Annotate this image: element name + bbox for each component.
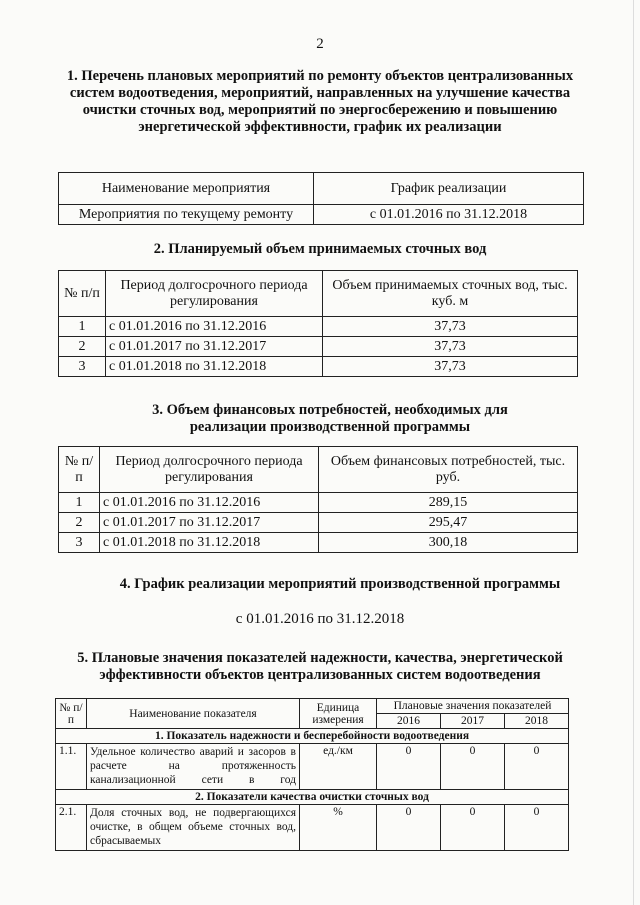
section3-header-period: Период долгосрочного периода регулирования	[100, 447, 319, 493]
section4-period: с 01.01.2016 по 31.12.2018	[235, 611, 405, 627]
section2-title: 2. Планируемый объем принимаемых сточных вод	[153, 241, 487, 257]
section5-row2-value-2017: 0	[440, 805, 504, 851]
section1-cell-name: Мероприятия по текущему ремонту	[59, 205, 314, 225]
section2-row2-period: с 01.01.2017 по 31.12.2017	[106, 337, 323, 357]
section3-row1-num: 1	[59, 493, 100, 513]
section2-table	[58, 270, 578, 377]
section5-header-planned: Плановые значения показателей	[377, 699, 569, 714]
section5-group1-title: 1. Показатель надежности и бесперебойности водоотведения	[56, 729, 569, 744]
section5-title: 5. Плановые значения показателей надежности, качества, энергетической эффективности объектов централизованных систем водоотведения	[77, 650, 563, 683]
scan-edge	[633, 0, 634, 905]
section5-row2-value-2018: 0	[504, 805, 568, 851]
section1-table	[58, 172, 584, 225]
section5-row2-num: 2.1.	[56, 805, 87, 851]
section1-header-name: Наименование мероприятия	[59, 173, 314, 205]
section3-title: 3. Объем финансовых потребностей, необходимых для реализации производственной программы	[152, 402, 508, 435]
section2-row1-volume: 37,73	[323, 317, 578, 337]
section5-header-year-2016: 2016	[377, 714, 441, 729]
section3-row2-finance: 295,47	[319, 513, 578, 533]
section5-row1-unit: ед./км	[300, 744, 377, 790]
section2-row3-period: с 01.01.2018 по 31.12.2018	[106, 357, 323, 377]
section5-table	[55, 698, 569, 851]
section5-header-unit: Единица измерения	[300, 699, 377, 729]
section2-row1-num: 1	[59, 317, 106, 337]
section4-title: 4. График реализации мероприятий производственной программы	[119, 576, 561, 592]
section5-row1-value-2016: 0	[377, 744, 441, 790]
section2-header-num: № п/п	[59, 271, 106, 317]
section5-group2-title: 2. Показатели качества очистки сточных вод	[56, 790, 569, 805]
section2-row3-volume: 37,73	[323, 357, 578, 377]
section5-header-num: № п/п	[56, 699, 87, 729]
section2-row3-num: 3	[59, 357, 106, 377]
section5-row1-value-2018: 0	[504, 744, 568, 790]
section3-row3-period: с 01.01.2018 по 31.12.2018	[100, 533, 319, 553]
section5-row1-num: 1.1.	[56, 744, 87, 790]
section3-row3-num: 3	[59, 533, 100, 553]
section3-row1-period: с 01.01.2016 по 31.12.2016	[100, 493, 319, 513]
section5-header-year-2017: 2017	[440, 714, 504, 729]
section5-row1-value-2017: 0	[440, 744, 504, 790]
section1-cell-schedule: с 01.01.2016 по 31.12.2018	[314, 205, 584, 225]
section3-header-num: № п/п	[59, 447, 100, 493]
section1-header-schedule: График реализации	[314, 173, 584, 205]
section5-row2-value-2016: 0	[377, 805, 441, 851]
section3-table	[58, 446, 578, 553]
section5-header-name: Наименование показателя	[87, 699, 300, 729]
section5-header-year-2018: 2018	[504, 714, 568, 729]
section3-row2-num: 2	[59, 513, 100, 533]
section3-row2-period: с 01.01.2017 по 31.12.2017	[100, 513, 319, 533]
section3-row1-finance: 289,15	[319, 493, 578, 513]
section2-header-volume: Объем принимаемых сточных вод, тыс. куб. м	[323, 271, 578, 317]
section5-row1-name: Удельное количество аварий и засоров в расчете на протяженность канализационной сети в год	[87, 744, 300, 790]
page-number: 2	[316, 36, 324, 52]
section2-header-period: Период долгосрочного периода регулирования	[106, 271, 323, 317]
section1-title: 1. Перечень плановых мероприятий по ремонту объектов централизованных систем водоотведения, мероприятий, направленных на улучшение качества очистки сточных вод, мероприятий по энергосбережению и повышению энергетической эффективности, график их реализации	[66, 68, 574, 135]
section3-header-finance: Объем финансовых потребностей, тыс. руб.	[319, 447, 578, 493]
section3-row3-finance: 300,18	[319, 533, 578, 553]
section2-row2-num: 2	[59, 337, 106, 357]
section5-row2-unit: %	[300, 805, 377, 851]
section2-row2-volume: 37,73	[323, 337, 578, 357]
section5-row2-name: Доля сточных вод, не подвергающихся очистке, в общем объеме сточных вод, сбрасываемых	[87, 805, 300, 851]
section2-row1-period: с 01.01.2016 по 31.12.2016	[106, 317, 323, 337]
